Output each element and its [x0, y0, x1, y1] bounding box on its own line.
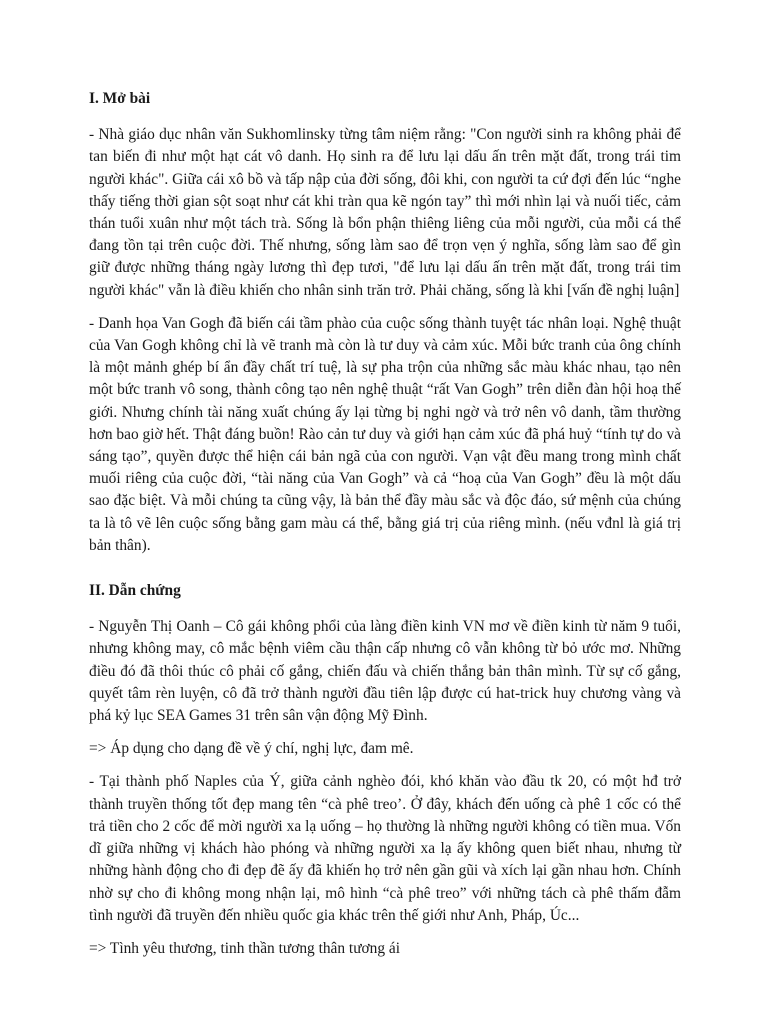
document-page	[89, 88, 681, 971]
evidence-note-1: => Áp dụng cho dạng đề về ý chí, nghị lực, đam mê.	[89, 740, 414, 758]
evidence-paragraph-1: - Nguyễn Thị Oanh – Cô gái không phổi của làng điền kinh VN mơ về điền kinh từ năm 9 tuổi, nhưng không may, cô mắc bệnh viêm cầu thận cấp nhưng cô vẫn không từ bỏ ước mơ. Những điều đó đã thôi thúc cô phải cố gắng, chiến đấu và chiến thắng bản thân mình. Từ sự cố gắng, quyết tâm rèn luyện, cô đã trở thành người đầu tiên lập được cú hat-trick huy chương vàng và phá kỷ lục SEA Games 31 trên sân vận động Mỹ Đình.	[89, 618, 681, 725]
section-heading-evidence: II. Dẫn chứng	[89, 582, 181, 600]
section-heading-intro: I. Mở bài	[89, 90, 151, 107]
section-gap	[89, 568, 681, 580]
evidence-note-2: => Tình yêu thương, tinh thần tương thân tương ái	[89, 939, 401, 957]
intro-paragraph-2: - Danh họa Van Gogh đã biến cái tầm phào của cuộc sống thành tuyệt tác nhân loại. Nghệ thuật của Van Gogh không chỉ là vẽ tranh mà còn là tư duy và cảm xúc. Mỗi bức tranh của ông chính là một mảnh ghép bí ẩn đầy chất trí tuệ, là sự pha trộn của những sắc màu khác nhau, tạo nên một bức tranh vô song, thành công tạo nên nghệ thuật “rất Van Gogh” trên diễn đàn hội hoạ thế giới. Nhưng chính tài năng xuất chúng ấy lại từng bị nghi ngờ và trở nên vô danh, tầm thường hơn bao giờ hết. Thật đáng buồn! Rào cản tư duy và giới hạn cảm xúc đã phá huỷ “tính tự do và sáng tạo”, quyền được thể hiện cái bản ngã của con người. Vạn vật đều mang trong mình chất muối riêng của cuộc đời, “tài năng của Van Gogh” và cả “hoạ của Van Gogh” đều là một dấu sao đặc biệt. Và mỗi chúng ta cũng vậy, là bản thể đầy màu sắc và độc đáo, sứ mệnh của chúng ta là tô vẽ lên cuộc sống bằng gam màu cá thể, bằng giá trị của riêng mình. (nếu vđnl là giá trị bản thân).	[89, 314, 681, 554]
intro-paragraph-1: - Nhà giáo dục nhân văn Sukhomlinsky từng tâm niệm rằng: "Con người sinh ra không phải để tan biến đi như một hạt cát vô danh. Họ sinh ra để lưu lại dấu ấn trên mặt đất, trong trái tim người khác". Giữa cái xô bồ và tấp nập của đời sống, đôi khi, con người ta cứ đợi đến lúc “nghe thấy tiếng thời gian sột soạt như cát khi tràn qua kẽ ngón tay” thì mới nhìn lại và nuối tiếc, cảm thán tuổi xuân như một tách trà. Sống là bổn phận thiêng liêng của mỗi người, của mỗi cá thể đang tồn tại trên cuộc đời. Thế nhưng, sống làm sao để trọn vẹn ý nghĩa, sống làm sao để gìn giữ được những tháng ngày lương thì đẹp tươi, "để lưu lại dấu ấn trên mặt đất, trong trái tim người khác" vẫn là điều khiến cho nhân sinh trăn trở. Phải chăng, sống là khi [vấn đề nghị luận]	[89, 126, 681, 299]
evidence-paragraph-2: - Tại thành phố Naples của Ý, giữa cảnh nghèo đói, khó khăn vào đầu tk 20, có một hđ trở thành truyền thống tốt đẹp mang tên “cà phê treo’. Ở đây, khách đến uống cà phê 1 cốc có thể trả tiền cho 2 cốc để mời người xa lạ uống – họ thường là những người không có tiền mua. Vốn dĩ giữa những vị khách hào phóng và những người xa lạ ấy không quen biết nhau, nhưng từ những hành động cho đi đẹp đẽ ấy đã khiến họ trở nên gần gũi và xích lại gần nhau hơn. Chính nhờ sự cho đi không mong nhận lại, mô hình “cà phê treo” với những tách cà phê thấm đẫm tình người đã truyền đến nhiều quốc gia khác trên thế giới như Anh, Pháp, Úc...	[89, 773, 681, 924]
